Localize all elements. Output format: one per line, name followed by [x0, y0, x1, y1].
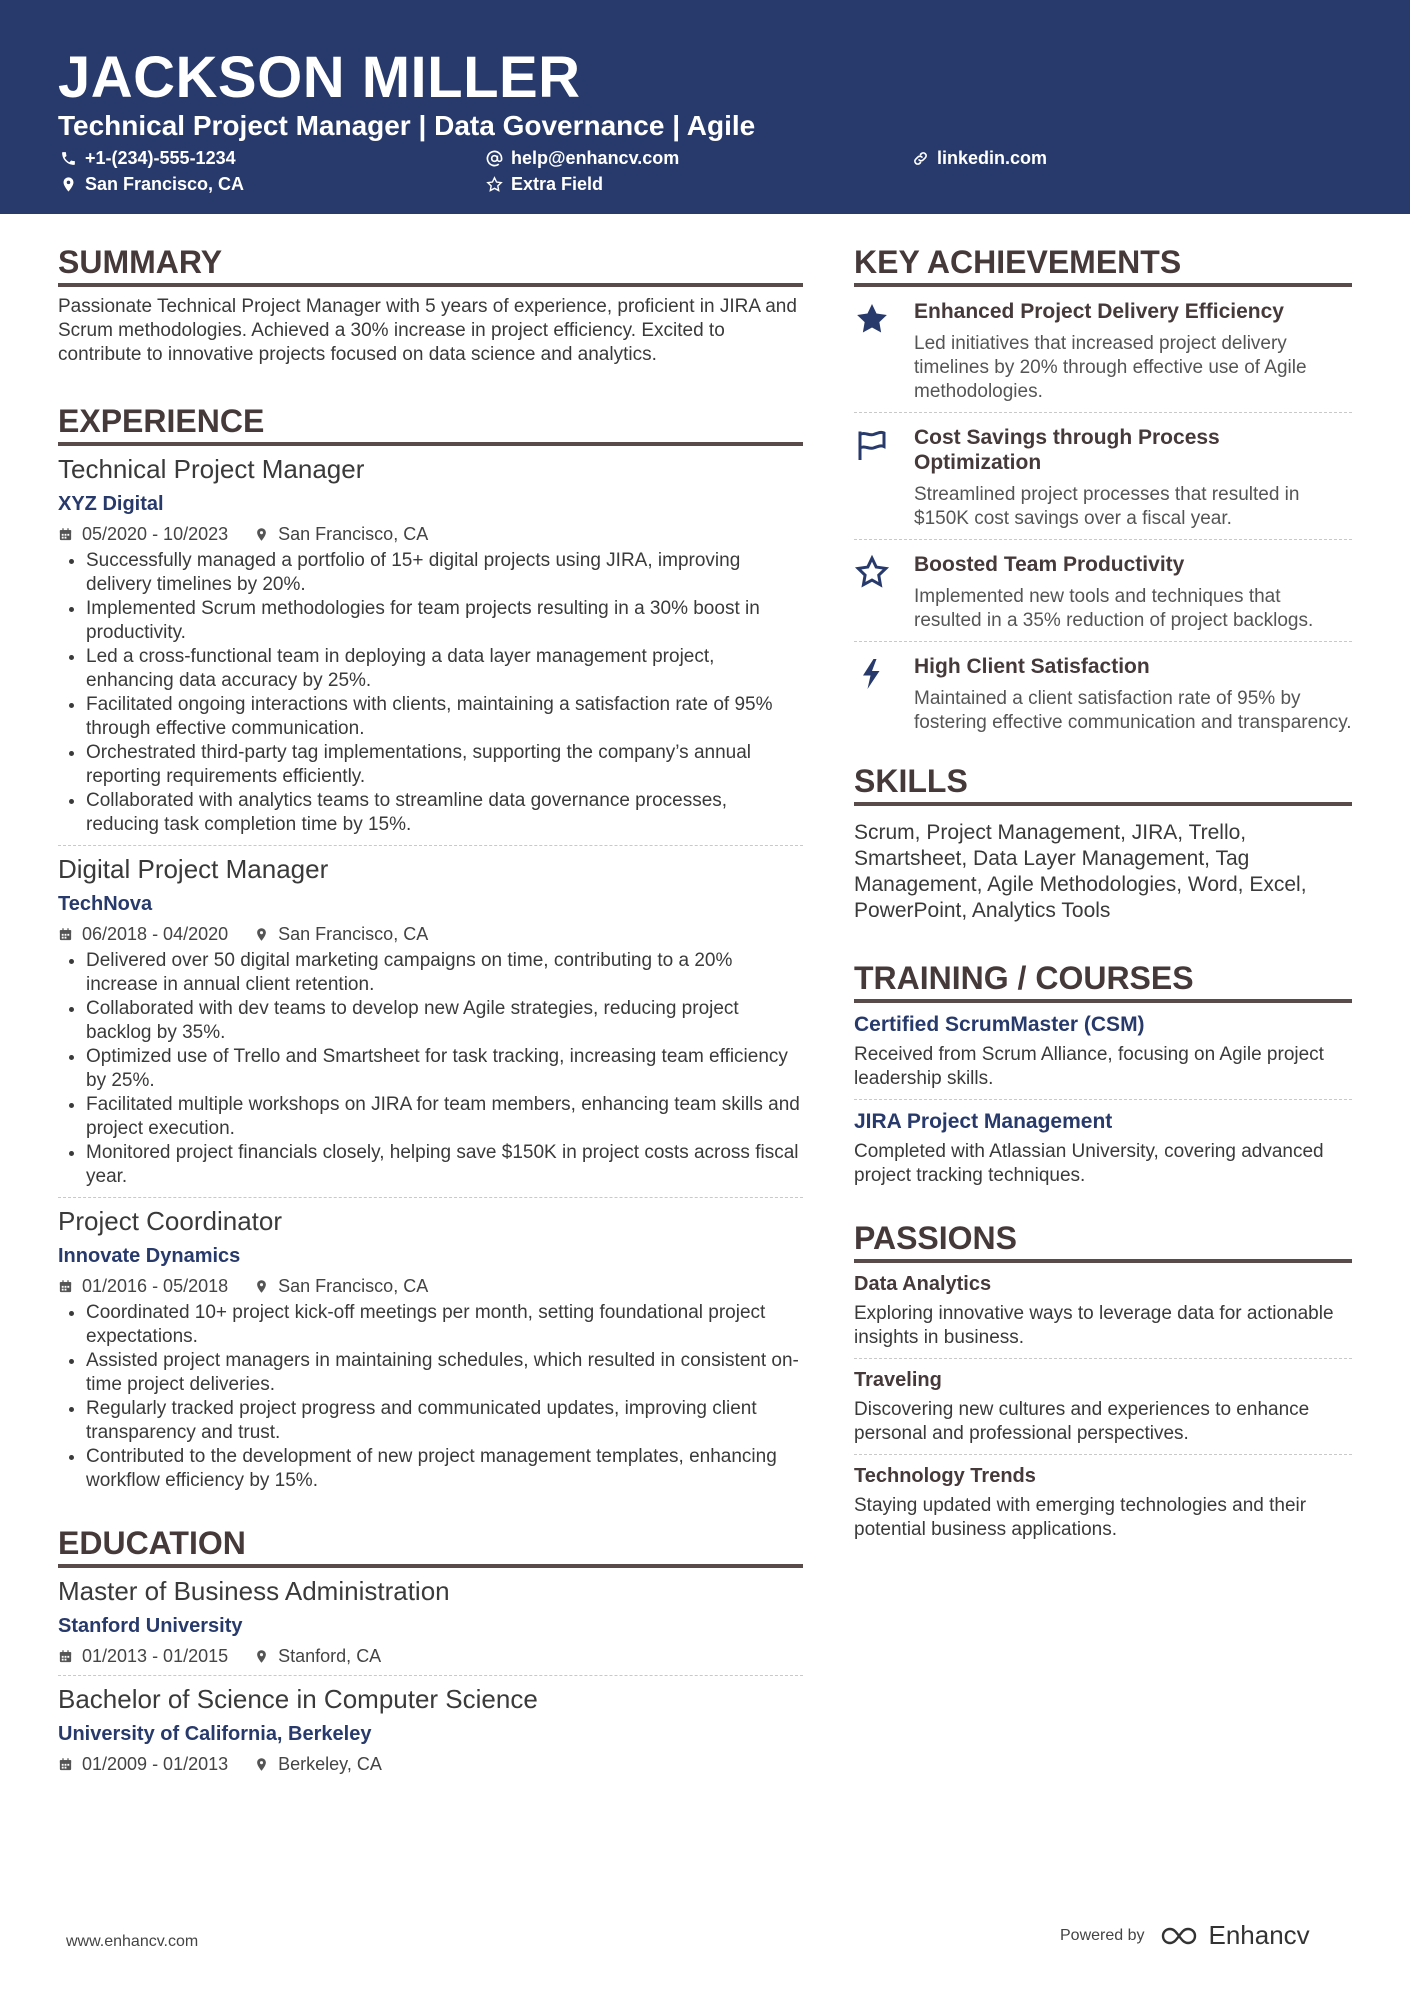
location-pin-icon [60, 176, 77, 193]
date-location-row [58, 1754, 803, 1775]
training-section [854, 960, 1352, 1196]
passion-item [854, 1359, 1352, 1455]
achievement-description: Implemented new tools and techniques that resulted in a 35% reduction of project backlogs. [914, 586, 1314, 631]
date-location-row [58, 524, 803, 545]
location [254, 1276, 428, 1297]
location-text: Stanford, CA [278, 1646, 382, 1666]
education-entry [58, 1684, 803, 1783]
course-title: Certified ScrumMaster (CSM) [854, 1013, 1145, 1036]
course-item [854, 1100, 1352, 1196]
location-text: Berkeley, CA [278, 1754, 382, 1774]
location-text: San Francisco, CA [278, 924, 429, 944]
contact-linkedin[interactable] [912, 148, 1047, 169]
summary-section [58, 244, 803, 367]
achievement-item [854, 642, 1352, 743]
calendar-icon [58, 1279, 73, 1294]
bullet-item: • Coordinated 10+ project kick-off meetings per month, setting foundational project expectations. [86, 1301, 803, 1349]
location [254, 1754, 382, 1775]
achievement-title: Cost Savings through Process Optimization [914, 426, 1220, 474]
achievement-item [854, 540, 1352, 642]
contact-extra [486, 174, 603, 195]
linkedin-text: linkedin.com [937, 148, 1048, 168]
skills-section [854, 763, 1352, 924]
date-range: 01/2013 - 01/2015 [82, 1646, 229, 1666]
location-pin-icon [254, 1757, 269, 1772]
lightning-icon [854, 654, 914, 735]
school-name: University of California, Berkeley [58, 1723, 372, 1745]
footer-website[interactable]: www.enhancv.com [66, 1933, 199, 1950]
bullet-item: • Assisted project managers in maintaining schedules, which resulted in consistent on-time project deliveries. [86, 1349, 803, 1397]
bullet-list [58, 1301, 803, 1493]
date-location-row [58, 1276, 803, 1297]
bullet-list [58, 949, 803, 1189]
course-item [854, 1003, 1352, 1100]
star-outline-icon [854, 552, 914, 633]
bullet-item: • Collaborated with analytics teams to streamline data governance processes, reducing task completion time by 15%. [86, 789, 803, 837]
date-range: 06/2018 - 04/2020 [82, 924, 229, 944]
passion-item [854, 1263, 1352, 1359]
course-description: Completed with Atlassian University, covering advanced project tracking techniques. [854, 1141, 1324, 1186]
bullet-item: • Collaborated with dev teams to develop new Agile strategies, reducing project backlog by 35%. [86, 997, 803, 1045]
enhancv-logo-icon [1159, 1924, 1205, 1948]
calendar-icon [58, 927, 73, 942]
summary-heading: SUMMARY [58, 244, 803, 287]
achievements-section [854, 244, 1352, 743]
bullet-item: • Facilitated multiple workshops on JIRA for team members, enhancing team skills and project execution. [86, 1093, 803, 1141]
link-icon [912, 150, 929, 167]
date-range: 01/2016 - 05/2018 [82, 1276, 229, 1296]
location-text: San Francisco, CA [278, 524, 429, 544]
job-title: Technical Project Manager [58, 454, 365, 484]
achievement-description: Streamlined project processes that resulted in $150K cost savings over a fiscal year. [914, 484, 1300, 529]
phone-icon [60, 150, 77, 167]
contact-phone[interactable] [60, 148, 236, 169]
calendar-icon [58, 1649, 73, 1664]
skills-heading: SKILLS [854, 763, 1352, 806]
bullet-item: • Monitored project financials closely, helping save $150K in project costs across fiscal year. [86, 1141, 803, 1189]
skills-text: Scrum, Project Management, JIRA, Trello, Smartsheet, Data Layer Management, Tag Management, Agile Methodologies, Word, Excel, PowerPoint, Analytics Tools [854, 821, 1307, 922]
experience-list [58, 454, 803, 1501]
location [254, 524, 428, 545]
passion-title: Technology Trends [854, 1465, 1036, 1487]
date-range: 05/2020 - 10/2023 [82, 524, 229, 544]
passions-heading: PASSIONS [854, 1220, 1352, 1263]
candidate-name: JACKSON MILLER [58, 45, 581, 110]
achievement-title: Enhanced Project Delivery Efficiency [914, 300, 1284, 323]
footer-branding [1060, 1920, 1310, 1951]
calendar-icon [58, 1757, 73, 1772]
achievement-description: Maintained a client satisfaction rate of 95% by fostering effective communication and transparency. [914, 688, 1352, 733]
phone-text: +1-(234)-555-1234 [85, 148, 236, 168]
bullet-item: • Implemented Scrum methodologies for team projects resulting in a 30% boost in productivity. [86, 597, 803, 645]
education-heading: EDUCATION [58, 1525, 803, 1568]
location-pin-icon [254, 1279, 269, 1294]
passion-item [854, 1455, 1352, 1550]
experience-entry [58, 1206, 803, 1501]
job-title: Project Coordinator [58, 1206, 282, 1236]
experience-entry [58, 454, 803, 846]
bullet-item: • Led a cross-functional team in deploying a data layer management project, enhancing data accuracy by 25%. [86, 645, 803, 693]
passions-list [854, 1263, 1352, 1550]
education-list [58, 1576, 803, 1783]
achievement-title: Boosted Team Productivity [914, 553, 1185, 576]
summary-text: Passionate Technical Project Manager with 5 years of experience, proficient in JIRA and Scrum methodologies. Achieved a 30% increase in project efficiency. Excited to contribute to innovative projects focused on data science and analytics. [58, 296, 797, 365]
achievements-list [854, 287, 1352, 743]
passions-section [854, 1220, 1352, 1550]
passion-description: Staying updated with emerging technologies and their potential business applications. [854, 1495, 1307, 1540]
enhancv-logo[interactable] [1159, 1920, 1310, 1951]
left-column [58, 244, 803, 1789]
bullet-item: • Contributed to the development of new project management templates, enhancing workflow efficiency by 15%. [86, 1445, 803, 1493]
brand-text: Enhancv [1208, 1920, 1310, 1950]
star-outline-icon [486, 176, 503, 193]
achievement-item [854, 413, 1352, 540]
right-column [854, 244, 1352, 1550]
at-icon [486, 150, 503, 167]
contact-location [60, 174, 244, 195]
bullet-item: • Orchestrated third-party tag implementations, supporting the company’s annual reporting requirements efficiently. [86, 741, 803, 789]
location-text: San Francisco, CA [278, 1276, 429, 1296]
company-name: XYZ Digital [58, 493, 164, 515]
degree-title: Master of Business Administration [58, 1576, 450, 1606]
experience-heading: EXPERIENCE [58, 403, 803, 446]
passion-description: Discovering new cultures and experiences to enhance personal and professional perspectives. [854, 1399, 1310, 1444]
bullet-list [58, 549, 803, 837]
location-text: San Francisco, CA [85, 174, 245, 194]
bullet-item: • Facilitated ongoing interactions with clients, maintaining a satisfaction rate of 95% through effective communication. [86, 693, 803, 741]
experience-entry [58, 854, 803, 1198]
date-location-row [58, 924, 803, 945]
bullet-item: • Successfully managed a portfolio of 15+ digital projects using JIRA, improving delivery timelines by 20%. [86, 549, 803, 597]
bullet-item: • Optimized use of Trello and Smartsheet for task tracking, increasing team efficiency by 25%. [86, 1045, 803, 1093]
flag-icon [854, 425, 914, 531]
achievement-title: High Client Satisfaction [914, 655, 1150, 678]
bullet-item: • Regularly tracked project progress and communicated updates, improving client transparency and trust. [86, 1397, 803, 1445]
achievement-item [854, 287, 1352, 413]
training-list [854, 1003, 1352, 1196]
degree-title: Bachelor of Science in Computer Science [58, 1684, 538, 1714]
contact-email[interactable] [486, 148, 679, 169]
email-text: help@enhancv.com [511, 148, 680, 168]
candidate-title: Technical Project Manager | Data Governance | Agile [58, 110, 756, 141]
course-description: Received from Scrum Alliance, focusing on Agile project leadership skills. [854, 1044, 1324, 1089]
location-pin-icon [254, 1649, 269, 1664]
location-pin-icon [254, 527, 269, 542]
passion-title: Traveling [854, 1369, 942, 1391]
location [254, 924, 428, 945]
resume-header [0, 0, 1410, 214]
education-section [58, 1525, 803, 1783]
training-heading: TRAINING / COURSES [854, 960, 1352, 1003]
date-range: 01/2009 - 01/2013 [82, 1754, 229, 1774]
calendar-icon [58, 527, 73, 542]
location [254, 1646, 381, 1667]
experience-section [58, 403, 803, 1501]
company-name: TechNova [58, 893, 153, 915]
location-pin-icon [254, 927, 269, 942]
education-entry [58, 1576, 803, 1676]
extra-field-text: Extra Field [511, 174, 604, 194]
job-title: Digital Project Manager [58, 854, 329, 884]
achievement-description: Led initiatives that increased project delivery timelines by 20% through effective use of Agile methodologies. [914, 333, 1307, 402]
achievements-heading: KEY ACHIEVEMENTS [854, 244, 1352, 287]
company-name: Innovate Dynamics [58, 1245, 241, 1267]
date-location-row [58, 1646, 803, 1667]
powered-by-text: Powered by [1060, 1926, 1145, 1944]
school-name: Stanford University [58, 1615, 243, 1637]
passion-description: Exploring innovative ways to leverage data for actionable insights in business. [854, 1303, 1334, 1348]
bullet-item: • Delivered over 50 digital marketing campaigns on time, contributing to a 20% increase in annual client retention. [86, 949, 803, 997]
passion-title: Data Analytics [854, 1273, 992, 1295]
star-icon [854, 299, 914, 404]
course-title: JIRA Project Management [854, 1110, 1113, 1133]
